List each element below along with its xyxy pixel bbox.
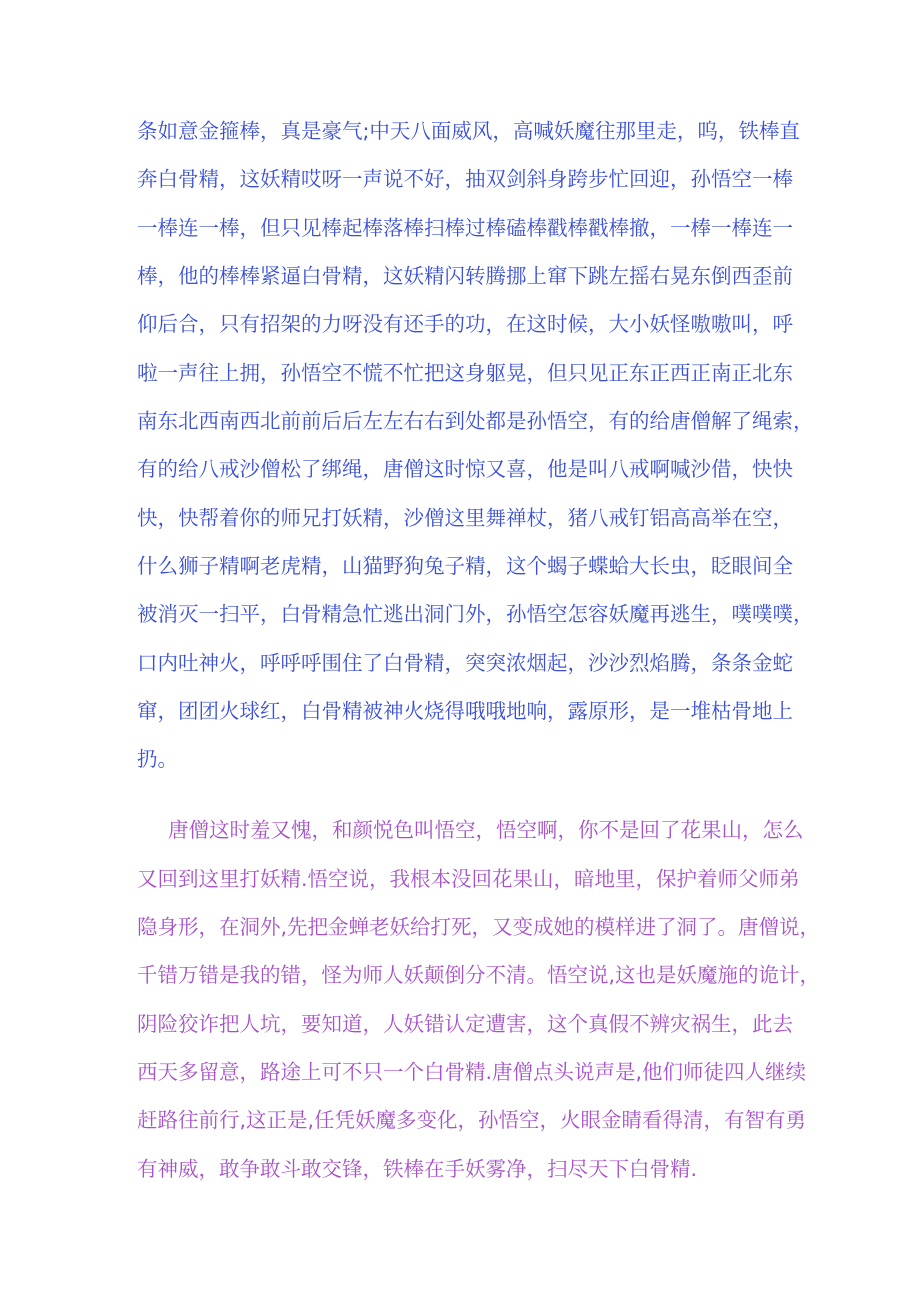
text-line: 快，快帮着你的师兄打妖精，沙僧这里舞禅杖，猪八戒钉铝高高举在空， xyxy=(137,506,793,530)
text-line: 千错万错是我的错，怪为师人妖颠倒分不清。悟空说,这也是妖魔施的诡计， xyxy=(137,963,821,987)
text-line: 棒，他的棒棒紧逼白骨精，这妖精闪转腾挪上窜下跳左摇右晃东倒西歪前 xyxy=(137,264,793,288)
text-line: 扔。 xyxy=(137,747,178,771)
text-line: 阴险狡诈把人坑，要知道，人妖错认定遭害，这个真假不辨灾祸生，此去 xyxy=(137,1012,793,1036)
text-line: 条如意金箍棒，真是豪气;中天八面威风，高喊妖魔往那里走，呜，铁棒直 xyxy=(137,119,800,143)
text-line: 又回到这里打妖精.悟空说，我根本没回花果山，暗地里，保护着师父师弟 xyxy=(137,867,800,891)
text-line: 窜，团团火球红，白骨精被神火烧得哦哦地响，露原形，是一堆枯骨地上 xyxy=(137,699,793,723)
text-line: 什么狮子精啊老虎精，山猫野狗兔子精，这个蝎子蝶蛤大长虫，眨眼间全 xyxy=(137,554,793,578)
text-line: 有的给八戒沙僧松了绑绳，唐僧这时惊又喜，他是叫八戒啊喊沙借，快快 xyxy=(137,457,793,481)
text-line: 赶路往前行,这正是,任凭妖魔多变化，孙悟空，火眼金睛看得清，有智有勇 xyxy=(137,1108,807,1132)
text-line: 西天多留意，路途上可不只一个白骨精.唐僧点头说声是,他们师徒四人继续 xyxy=(137,1060,807,1084)
text-line: 啦一声往上拥，孙悟空不慌不忙把这身躯晃，但只见正东正西正南正北东 xyxy=(137,361,793,385)
text-line: 唐僧这时羞又愧，和颜悦色叫悟空，悟空啊，你不是回了花果山，怎么 xyxy=(168,818,804,842)
text-line: 有神威，敢争敢斗敢交锋，铁棒在手妖雾净，扫尽天下白骨精. xyxy=(137,1157,698,1181)
text-line: 奔白骨精，这妖精哎呀一声说不好，抽双剑斜身跨步忙回迎，孙悟空一棒 xyxy=(137,167,793,191)
text-line: 被消灭一扫平，白骨精急忙逃出洞门外，孙悟空怎容妖魔再逃生，噗噗噗， xyxy=(137,602,814,626)
text-line: 口内吐神火，呼呼呼围住了白骨精，突突浓烟起，沙沙烈焰腾，条条金蛇 xyxy=(137,651,793,675)
text-line: 一棒连一棒，但只见棒起棒落棒扫棒过棒磕棒戳棒戳棒撤，一棒一棒连一 xyxy=(137,216,793,240)
text-line: 隐身形，在洞外,先把金蝉老妖给打死，又变成她的模样进了洞了。唐僧说， xyxy=(137,915,821,939)
text-line: 南东北西南西北前前后后左左右右到处都是孙悟空，有的给唐僧解了绳索， xyxy=(137,409,814,433)
text-line: 仰后合，只有招架的力呀没有还手的功，在这时候，大小妖怪嗷嗷叫，呼 xyxy=(137,312,793,336)
